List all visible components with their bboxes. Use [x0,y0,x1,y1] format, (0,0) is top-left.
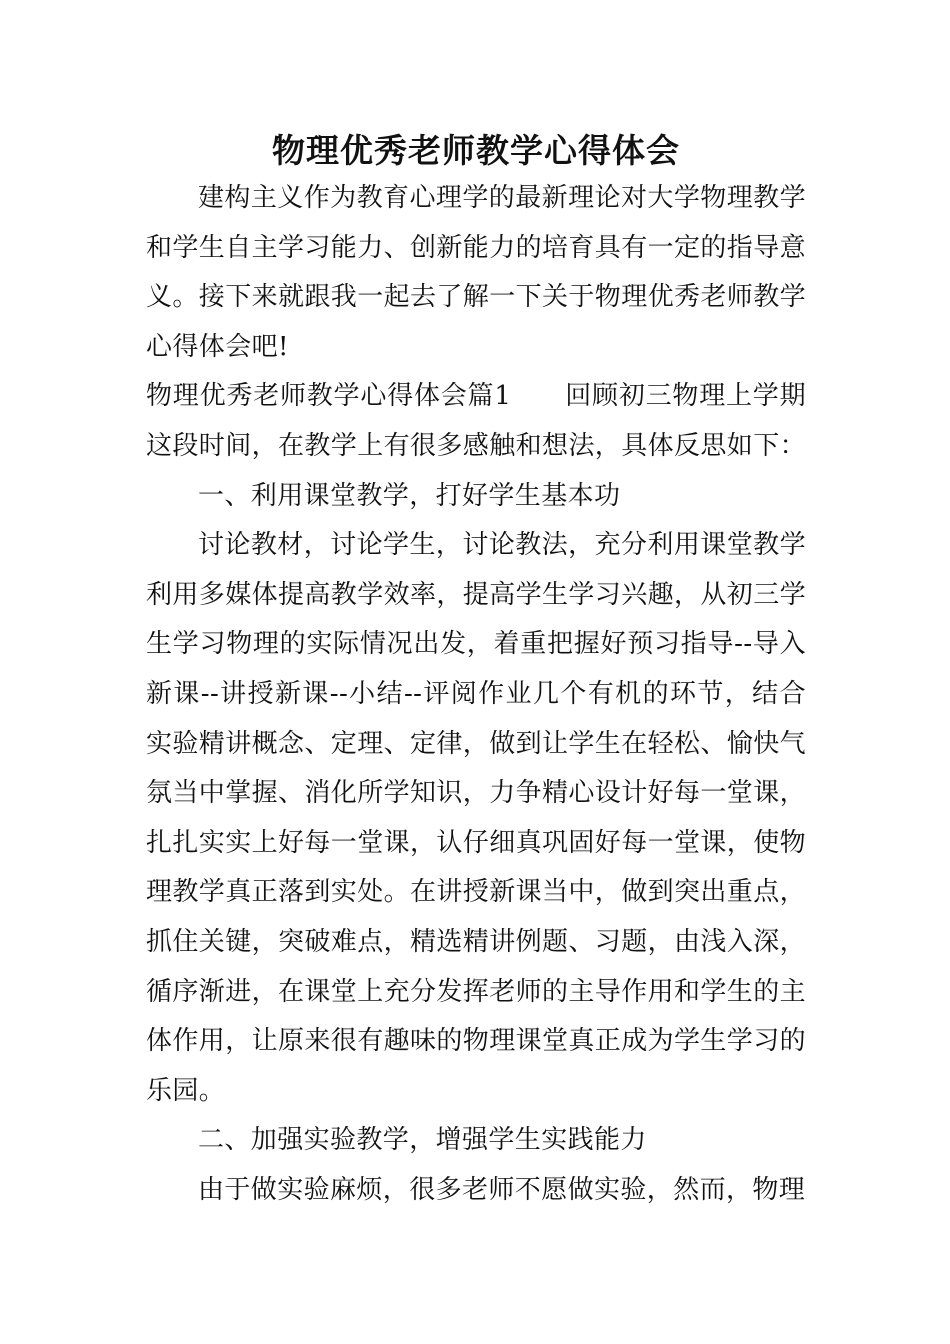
document-page [146,128,806,1215]
paragraph-subheading-2: 二、加强实验教学，增强学生实践能力 [198,1125,647,1156]
paragraph-intro: 建构主义作为教育心理学的最新理论对大学物理教学和学生自主学习能力、创新能力的培育具有一定的指导意义。接下来就跟我一起去了解一下关于物理优秀老师教学心得体会吧! [146,183,807,362]
paragraph-body-2: 由于做实验麻烦，很多老师不愿做实验，然而，物理 [198,1174,806,1205]
paragraph-body-1: 讨论教材，讨论学生，讨论教法，充分利用课堂教学利用多媒体提高教学效率，提高学生学习兴趣，从初三学生学习物理的实际情况出发，着重把握好预习指导--导入新课--讲授新课--小结--评阅作业几个有机的环节，结合实验精讲概念、定理、定律，做到让学生在轻松、愉快气氛当中掌握、消化所学知识，力争精心设计好每一堂课，扎扎实实上好每一堂课，认仔细真巩固好每一堂课，使物理教学真正落到实处。在讲授新课当中，做到突出重点，抓住关键，突破难点，精选精讲例题、习题，由浅入深，循序渐进，在课堂上充分发挥老师的主导作用和学生的主体作用，让原来很有趣味的物理课堂真正成为学生学习的乐园。 [146,530,807,1106]
paragraph-subheading-1: 一、利用课堂教学，打好学生基本功 [198,480,621,511]
document-title: 物理优秀老师教学心得体会 [272,131,680,170]
paragraph-section-heading: 物理优秀老师教学心得体会篇1 回顾初三物理上学期这段时间，在教学上有很多感触和想法，具体反思如下： [146,381,807,461]
